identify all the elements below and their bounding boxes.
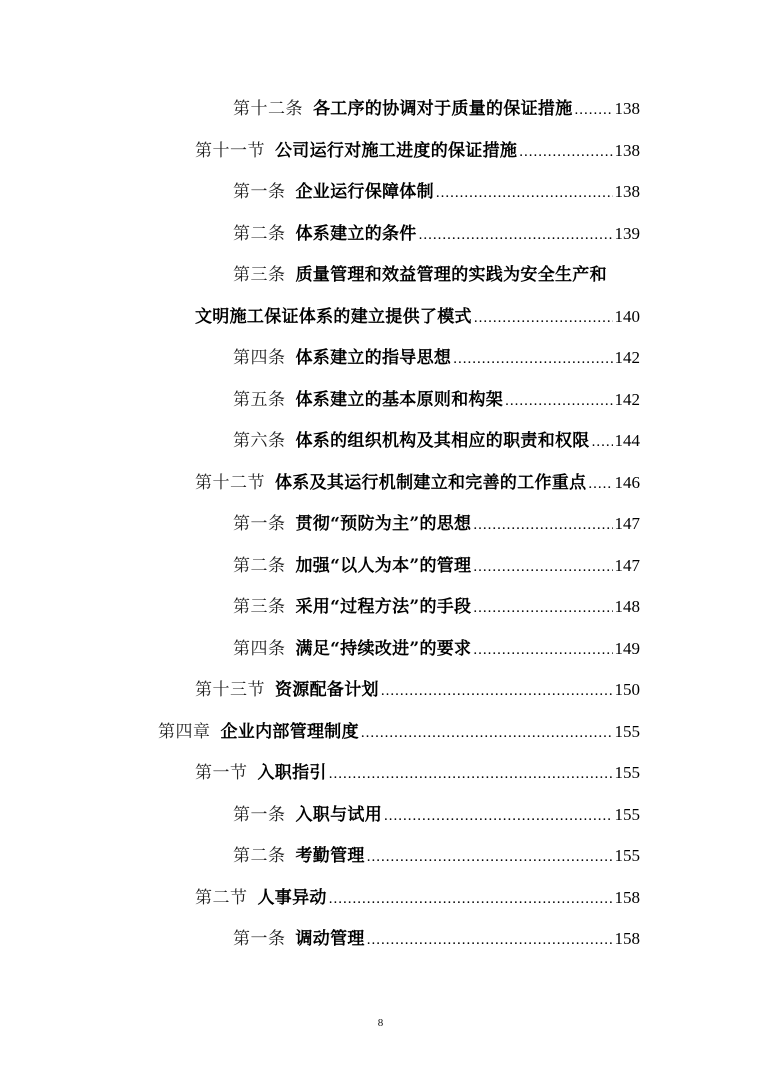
toc-entry-number: 第四条 [233, 348, 286, 368]
dot-leader [453, 345, 612, 373]
toc-entry-number: 第二节 [195, 888, 248, 908]
toc-entry-continuation[interactable] [195, 303, 640, 331]
toc-entry-number: 第五条 [233, 390, 286, 410]
toc-entry-page: 138 [614, 182, 640, 201]
toc-entry-title: 入职与试用 [295, 805, 382, 825]
toc-entry[interactable] [195, 676, 640, 704]
toc-entry-page: 158 [614, 888, 640, 907]
page-footer-number: 8 [377, 1017, 384, 1029]
toc-entry[interactable] [233, 635, 640, 663]
toc-entry-title: 调动管理 [295, 929, 365, 949]
toc-entry-number: 第十二节 [195, 473, 265, 493]
toc-entry-number: 第一条 [233, 514, 286, 534]
toc-entry-number: 第二条 [233, 556, 286, 576]
toc-entry-page: 146 [614, 473, 640, 492]
toc-entry-title: 质量管理和效益管理的实践为安全生产和 [295, 265, 607, 285]
dot-leader [575, 96, 613, 124]
dot-leader [473, 594, 612, 622]
toc-entry-title: 体系建立的条件 [295, 224, 417, 244]
toc-entry-number: 第一条 [233, 805, 286, 825]
dot-leader [367, 843, 613, 871]
toc-entry[interactable] [233, 801, 640, 829]
dot-leader [419, 221, 613, 249]
toc-entry-number: 第三条 [233, 265, 286, 285]
toc-entry[interactable] [233, 842, 640, 870]
toc-entry-page: 139 [614, 224, 640, 243]
toc-entry-title: 体系及其运行机制建立和完善的工作重点 [275, 473, 587, 493]
toc-entry-title: 公司运行对施工进度的保证措施 [275, 141, 518, 161]
toc-entry[interactable] [233, 427, 640, 455]
dot-leader [473, 511, 612, 539]
toc-entry-title: 体系建立的基本原则和构架 [295, 390, 504, 410]
dot-leader [473, 553, 612, 581]
toc-entry-title: 各工序的协调对于质量的保证措施 [313, 99, 573, 119]
toc-entry-title: 资源配备计划 [275, 680, 379, 700]
toc-entry[interactable] [233, 95, 640, 123]
dot-leader [367, 926, 613, 954]
toc-entry-number: 第二条 [233, 224, 286, 244]
toc-entry-title: 考勤管理 [295, 846, 365, 866]
toc-entry[interactable] [195, 469, 640, 497]
toc-entry-number: 第十三节 [195, 680, 265, 700]
toc-entry-page: 155 [614, 805, 640, 824]
toc-entry-page: 142 [614, 390, 640, 409]
toc-entry-number: 第三条 [233, 597, 286, 617]
toc-entry-title: 体系的组织机构及其相应的职责和权限 [295, 431, 590, 451]
toc-entry[interactable] [195, 137, 640, 165]
toc-entry-title: 体系建立的指导思想 [295, 348, 452, 368]
toc-entry-page: 155 [614, 722, 640, 741]
dot-leader [473, 636, 612, 664]
toc-entry[interactable] [233, 593, 640, 621]
toc-entry-page: 149 [614, 639, 640, 658]
toc-entry-page: 150 [614, 680, 640, 699]
toc-entry-page: 147 [614, 556, 640, 575]
toc-entry-number: 第一条 [233, 929, 286, 949]
toc-entry-page: 148 [614, 597, 640, 616]
toc-entry-page: 155 [614, 763, 640, 782]
toc-entry[interactable] [233, 220, 640, 248]
toc-entry-number: 第四条 [233, 639, 286, 659]
dot-leader [592, 428, 613, 456]
toc-entry-page: 147 [614, 514, 640, 533]
toc-entry-title: 加强“以人为本”的管理 [295, 556, 472, 576]
toc-entry-title: 人事异动 [257, 888, 327, 908]
toc-entry-number: 第十二条 [233, 99, 303, 119]
dot-leader [474, 304, 613, 332]
toc-entry[interactable] [233, 178, 640, 206]
dot-leader [361, 719, 613, 747]
toc-entry[interactable] [233, 552, 640, 580]
dot-leader [329, 885, 613, 913]
toc-entry-number: 第六条 [233, 431, 286, 451]
toc-entry-page: 144 [614, 431, 640, 450]
dot-leader [588, 470, 612, 498]
toc-entry-page: 138 [614, 141, 640, 160]
toc-entry-chapter[interactable] [158, 718, 640, 746]
toc-entry-title: 文明施工保证体系的建立提供了模式 [195, 307, 472, 327]
toc-entry[interactable] [195, 759, 640, 787]
dot-leader [436, 179, 613, 207]
toc-entry-title: 采用“过程方法”的手段 [295, 597, 472, 617]
toc-entry[interactable] [233, 261, 640, 289]
toc-entry-page: 138 [614, 99, 640, 118]
toc-entry[interactable] [233, 925, 640, 953]
toc-entry-number: 第四章 [158, 722, 211, 742]
toc-entry-number: 第十一节 [195, 141, 265, 161]
toc-entry-page: 155 [614, 846, 640, 865]
toc-entry-title: 企业运行保障体制 [295, 182, 434, 202]
dot-leader [519, 138, 612, 166]
toc-entry[interactable] [233, 386, 640, 414]
dot-leader [384, 802, 613, 830]
dot-leader [381, 677, 613, 705]
toc-entry-number: 第一条 [233, 182, 286, 202]
toc-entry-number: 第二条 [233, 846, 286, 866]
toc-entry-title: 企业内部管理制度 [220, 722, 359, 742]
toc-entry[interactable] [233, 510, 640, 538]
dot-leader [505, 387, 612, 415]
toc-entry-page: 142 [614, 348, 640, 367]
toc-entry-page: 140 [614, 307, 640, 326]
toc-entry-number: 第一节 [195, 763, 248, 783]
toc-entry-title: 满足“持续改进”的要求 [295, 639, 472, 659]
toc-entry-title: 贯彻“预防为主”的思想 [295, 514, 472, 534]
toc-entry-page: 158 [614, 929, 640, 948]
toc-entry[interactable] [195, 884, 640, 912]
dot-leader [329, 760, 613, 788]
toc-entry-title: 入职指引 [257, 763, 327, 783]
toc-entry[interactable] [233, 344, 640, 372]
